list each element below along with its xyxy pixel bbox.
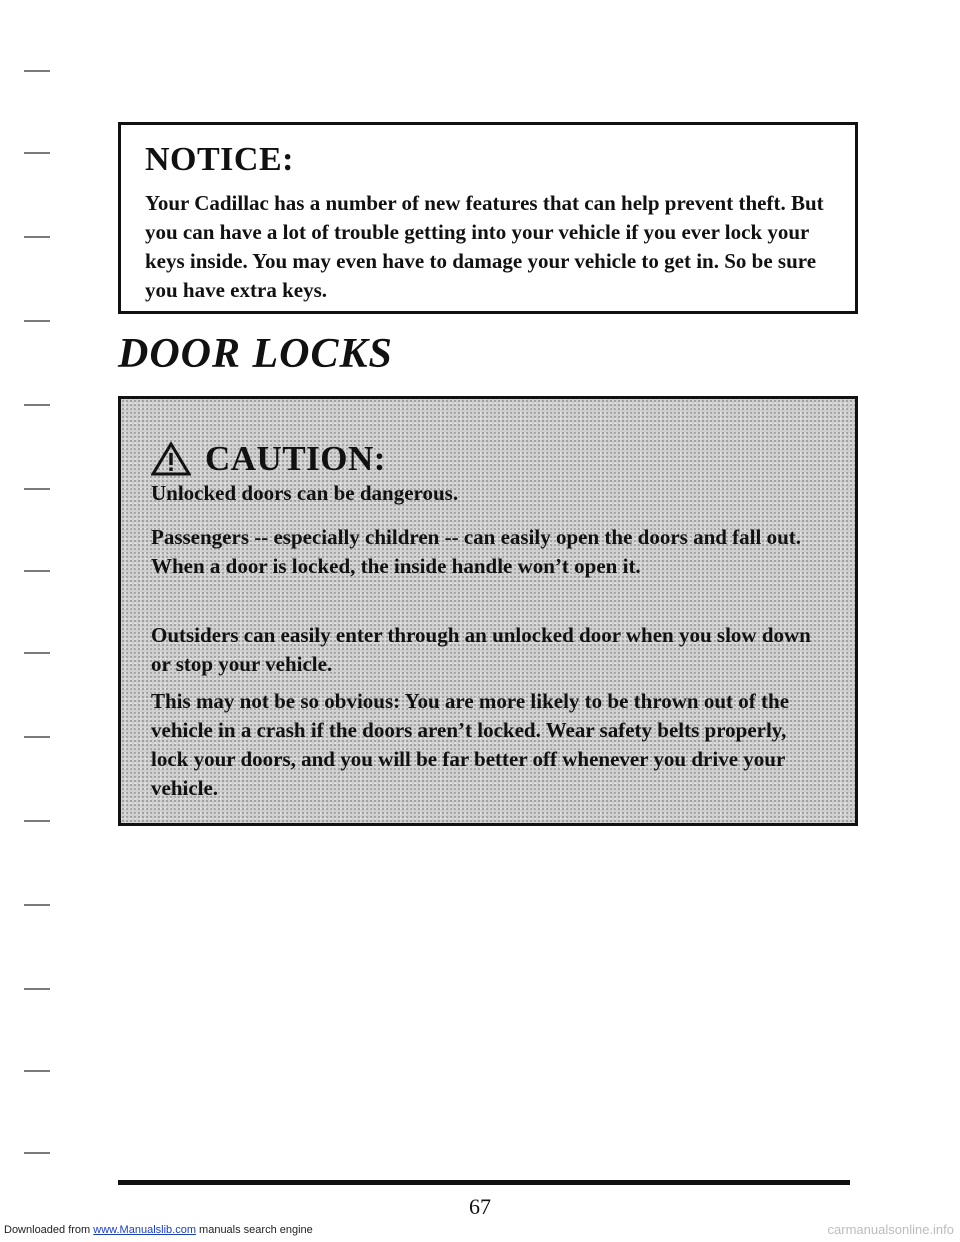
notice-box <box>118 122 858 314</box>
edge-mark <box>24 70 50 72</box>
watermark: carmanualsonline.info <box>827 1222 954 1237</box>
edge-mark <box>24 988 50 990</box>
edge-mark <box>24 404 50 406</box>
caution-header <box>151 439 386 479</box>
edge-mark <box>24 152 50 154</box>
caution-box <box>118 396 858 826</box>
download-note <box>4 1224 313 1236</box>
edge-mark <box>24 1070 50 1072</box>
caution-title: CAUTION: <box>205 439 386 478</box>
edge-mark <box>24 1152 50 1154</box>
edge-mark <box>24 736 50 738</box>
edge-mark <box>24 904 50 906</box>
caution-lead: Unlocked doors can be dangerous. <box>151 481 459 505</box>
caution-paragraph: This may not be so obvious: You are more likely to be thrown out of the vehicle in a crash if the doors aren’t locked. Wear safety belts properly, lock your doors, and you will be far better off whenever you drive your vehicle. <box>151 689 790 800</box>
notice-text: Your Cadillac has a number of new features that can help prevent theft. But you can have a lot of trouble getting into your vehicle if you ever lock your keys inside. You may even have to damage your vehicle to get in. So be sure you have extra keys. <box>145 191 824 302</box>
edge-mark <box>24 570 50 572</box>
page-number: 67 <box>469 1194 491 1219</box>
edge-mark <box>24 236 50 238</box>
section-heading: DOOR LOCKS <box>118 331 393 377</box>
footer-rule <box>118 1180 850 1185</box>
edge-mark <box>24 820 50 822</box>
notice-title: NOTICE: <box>145 141 294 178</box>
edge-mark <box>24 320 50 322</box>
download-prefix: Downloaded from <box>4 1224 94 1236</box>
caution-paragraph: Outsiders can easily enter through an unlocked door when you slow down or stop your vehicle. <box>151 623 811 676</box>
download-suffix: manuals search engine <box>195 1224 313 1236</box>
warning-triangle-icon <box>151 442 191 476</box>
manualslib-link[interactable]: www.Manualslib.com <box>93 1224 196 1236</box>
edge-mark <box>24 652 50 654</box>
caution-paragraph: Passengers -- especially children -- can easily open the doors and fall out. When a door is locked, the inside handle won’t open it. <box>151 525 802 578</box>
edge-mark <box>24 488 50 490</box>
